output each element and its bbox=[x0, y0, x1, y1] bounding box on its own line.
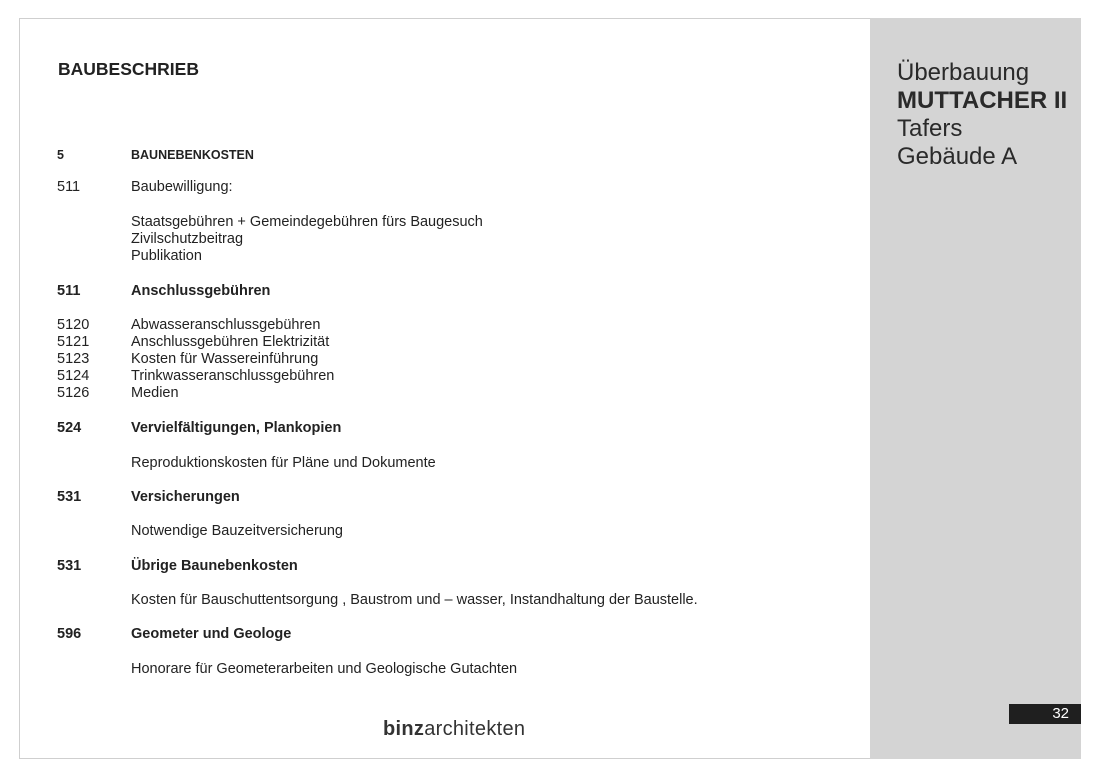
page-number: 32 bbox=[1009, 704, 1081, 724]
item-description: Honorare für Geometerarbeiten und Geologische Gutachten bbox=[131, 661, 518, 677]
sub-item-label: Trinkwasseranschlussgebühren bbox=[131, 368, 335, 384]
item-description: Notwendige Bauzeitversicherung bbox=[131, 523, 343, 539]
project-type: Überbauung bbox=[897, 59, 1030, 86]
company-logo bbox=[383, 718, 525, 741]
item-number: 596 bbox=[57, 626, 82, 642]
list-item: Zivilschutzbeitrag bbox=[131, 231, 244, 247]
item-description: Reproduktionskosten für Pläne und Dokumente bbox=[131, 455, 436, 471]
item-label: Geometer und Geologe bbox=[131, 626, 292, 642]
sub-item-label: Kosten für Wassereinführung bbox=[131, 351, 319, 367]
project-sidebar bbox=[870, 18, 1081, 759]
project-location: Tafers bbox=[897, 115, 963, 142]
item-label: Vervielfältigungen, Plankopien bbox=[131, 420, 342, 436]
sub-item-label: Abwasseranschlussgebühren bbox=[131, 317, 321, 333]
logo-bold-part: binz bbox=[383, 718, 425, 740]
item-label: Anschlussgebühren bbox=[131, 283, 271, 299]
project-name: MUTTACHER II bbox=[897, 87, 1068, 114]
item-number: 531 bbox=[57, 489, 82, 505]
item-label: Übrige Baunebenkosten bbox=[131, 558, 298, 574]
item-label: Versicherungen bbox=[131, 489, 240, 505]
list-item: Staatsgebühren + Gemeindegebühren fürs Baugesuch bbox=[131, 214, 483, 230]
logo-rest-part: architekten bbox=[424, 718, 526, 740]
item-number: 511 bbox=[57, 283, 81, 299]
sub-item-number: 5121 bbox=[57, 334, 90, 350]
sub-item-label: Medien bbox=[131, 385, 179, 401]
item-label: Baubewilligung: bbox=[131, 179, 233, 195]
list-item: Publikation bbox=[131, 248, 202, 264]
section-title: BAUNEBENKOSTEN bbox=[131, 148, 254, 162]
sub-item-label: Anschlussgebühren Elektrizität bbox=[131, 334, 330, 350]
item-number: 524 bbox=[57, 420, 82, 436]
sub-item-number: 5126 bbox=[57, 385, 90, 401]
sub-item-number: 5124 bbox=[57, 368, 90, 384]
item-number: 531 bbox=[57, 558, 82, 574]
sub-item-number: 5123 bbox=[57, 351, 90, 367]
item-description: Kosten für Bauschuttentsorgung , Baustrom und – wasser, Instandhaltung der Baustelle. bbox=[131, 592, 698, 608]
project-building: Gebäude A bbox=[897, 143, 1018, 170]
sub-item-number: 5120 bbox=[57, 317, 90, 333]
item-number: 511 bbox=[57, 179, 81, 195]
section-number: 5 bbox=[57, 148, 64, 162]
page-title: BAUBESCHRIEB bbox=[58, 59, 199, 79]
